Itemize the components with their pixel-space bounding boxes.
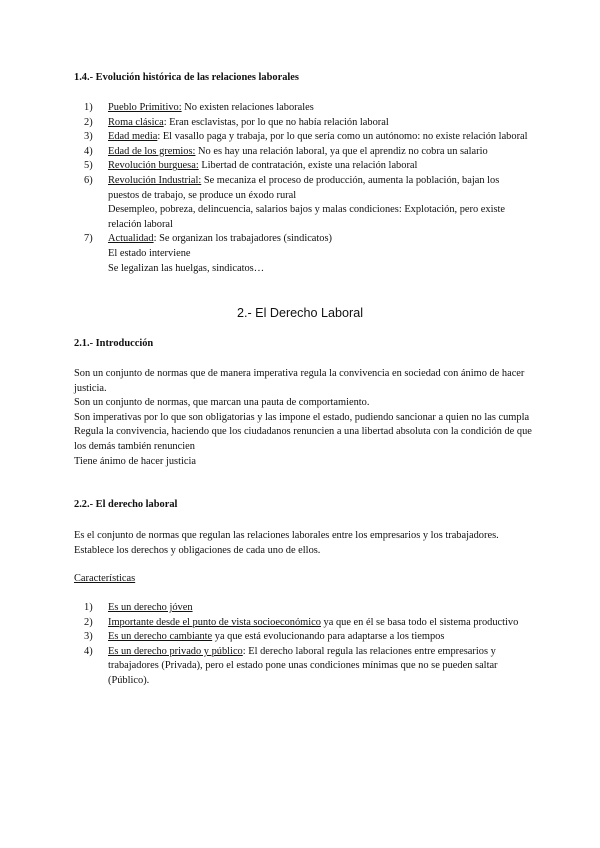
item-text: : El vasallo paga y trabaja, por lo que sería como un autónomo: no existe relación laboral: [157, 131, 528, 143]
item-number: 3): [84, 131, 93, 143]
item-number: 6): [84, 174, 93, 186]
item-number: 5): [84, 160, 93, 172]
item-number: 1): [84, 602, 93, 613]
item-term: Pueblo Primitivo:: [108, 102, 182, 113]
list-item: [84, 601, 532, 616]
item-term: Roma clásica: [108, 116, 164, 128]
section-heading-1-4: 1.4.- Evolución histórica de las relaciones laborales: [74, 72, 299, 83]
section-heading-2-2: 2.2.- El derecho laboral: [74, 499, 178, 510]
item-text: ya que en él se basa todo el sistema productivo: [320, 616, 519, 628]
item-term: Importante desde el punto de vista socioeconómico: [108, 616, 321, 628]
intro-line: Son un conjunto de normas, que marcan una pauta de comportamiento.: [74, 397, 370, 409]
intro-paragraph: [74, 367, 532, 469]
list-item: [84, 174, 532, 232]
list-item: [84, 101, 532, 116]
list-item: [84, 130, 532, 145]
caracteristicas-list: [84, 601, 532, 689]
item-term: Es un derecho privado y público: [108, 645, 243, 657]
item-number: 2): [84, 616, 93, 628]
item-term: Edad de los gremios:: [108, 145, 196, 157]
chapter-title: 2.- El Derecho Laboral: [236, 306, 363, 320]
item-extra-line: Se legalizan las huelgas, sindicatos…: [108, 262, 265, 274]
item-term: Revolución Industrial:: [108, 174, 202, 186]
list-item: [84, 232, 532, 276]
derecho-paragraph: Es el conjunto de normas que regulan las relaciones laborales entre los empresarios y los trabajadores. Establece los derechos y obligaciones de cada uno de ellos.: [74, 530, 499, 556]
item-number: 1): [84, 102, 93, 113]
item-number: 4): [84, 145, 93, 157]
item-number: 3): [84, 631, 93, 643]
list-item: [84, 616, 532, 631]
item-term: Es un derecho jóven: [108, 602, 193, 613]
item-number: 4): [84, 645, 93, 657]
item-number: 2): [84, 116, 93, 128]
intro-line: Son un conjunto de normas que de manera imperativa regula la convivencia en sociedad con ánimo de hacer justicia.: [74, 368, 525, 394]
item-text: Se mecaniza el proceso de producción, aumenta la población, bajan los puestos de trabajo, se produce un éxodo rural: [108, 174, 500, 201]
item-term: Es un derecho cambiante: [108, 631, 213, 643]
item-term: Actualidad: [108, 233, 154, 245]
item-text: : El derecho laboral regula las relaciones entre empresarios y trabajadores (Privada), pero el estado pone unas condiciones mínimas que no se pueden saltar (Público).: [108, 645, 498, 686]
item-text: No existen relaciones laborales: [181, 102, 314, 113]
evolution-list: [84, 101, 532, 276]
intro-line: Son imperativas por lo que son obligatorias y las impone el estado, pudiendo sancionar a quien no las cumpla: [74, 411, 530, 423]
item-extra-line: El estado interviene: [108, 247, 191, 259]
intro-line: Tiene ánimo de hacer justicia: [74, 455, 196, 467]
list-item: [84, 630, 532, 645]
list-item: [84, 116, 532, 131]
intro-line: Regula la convivencia, haciendo que los ciudadanos renuncien a una libertad absoluta con la condición de que los demás también renuncien: [74, 426, 532, 452]
list-item: [84, 159, 532, 174]
item-term: Edad media: [108, 131, 158, 143]
item-text: ya que está evolucionando para adaptarse a los tiempos: [212, 631, 445, 643]
list-item: [84, 145, 532, 160]
item-text: : Eran esclavistas, por lo que no había relación laboral: [163, 116, 389, 128]
item-extra-line: Desempleo, pobreza, delincuencia, salarios bajos y malas condiciones: Explotación, pero existe relación laboral: [108, 204, 506, 230]
item-text: No es hay una relación laboral, ya que el aprendiz no cobra un salario: [195, 145, 488, 157]
item-text: : Se organizan los trabajadores (sindicatos): [153, 233, 333, 245]
caracteristicas-label: Características: [74, 573, 136, 584]
item-text: Libertad de contratación, existe una relación laboral: [198, 160, 418, 172]
section-heading-2-1: 2.1.- Introducción: [74, 338, 154, 349]
list-item: [84, 645, 532, 689]
item-term: Revolución burguesa:: [108, 160, 199, 172]
item-number: 7): [84, 233, 93, 245]
